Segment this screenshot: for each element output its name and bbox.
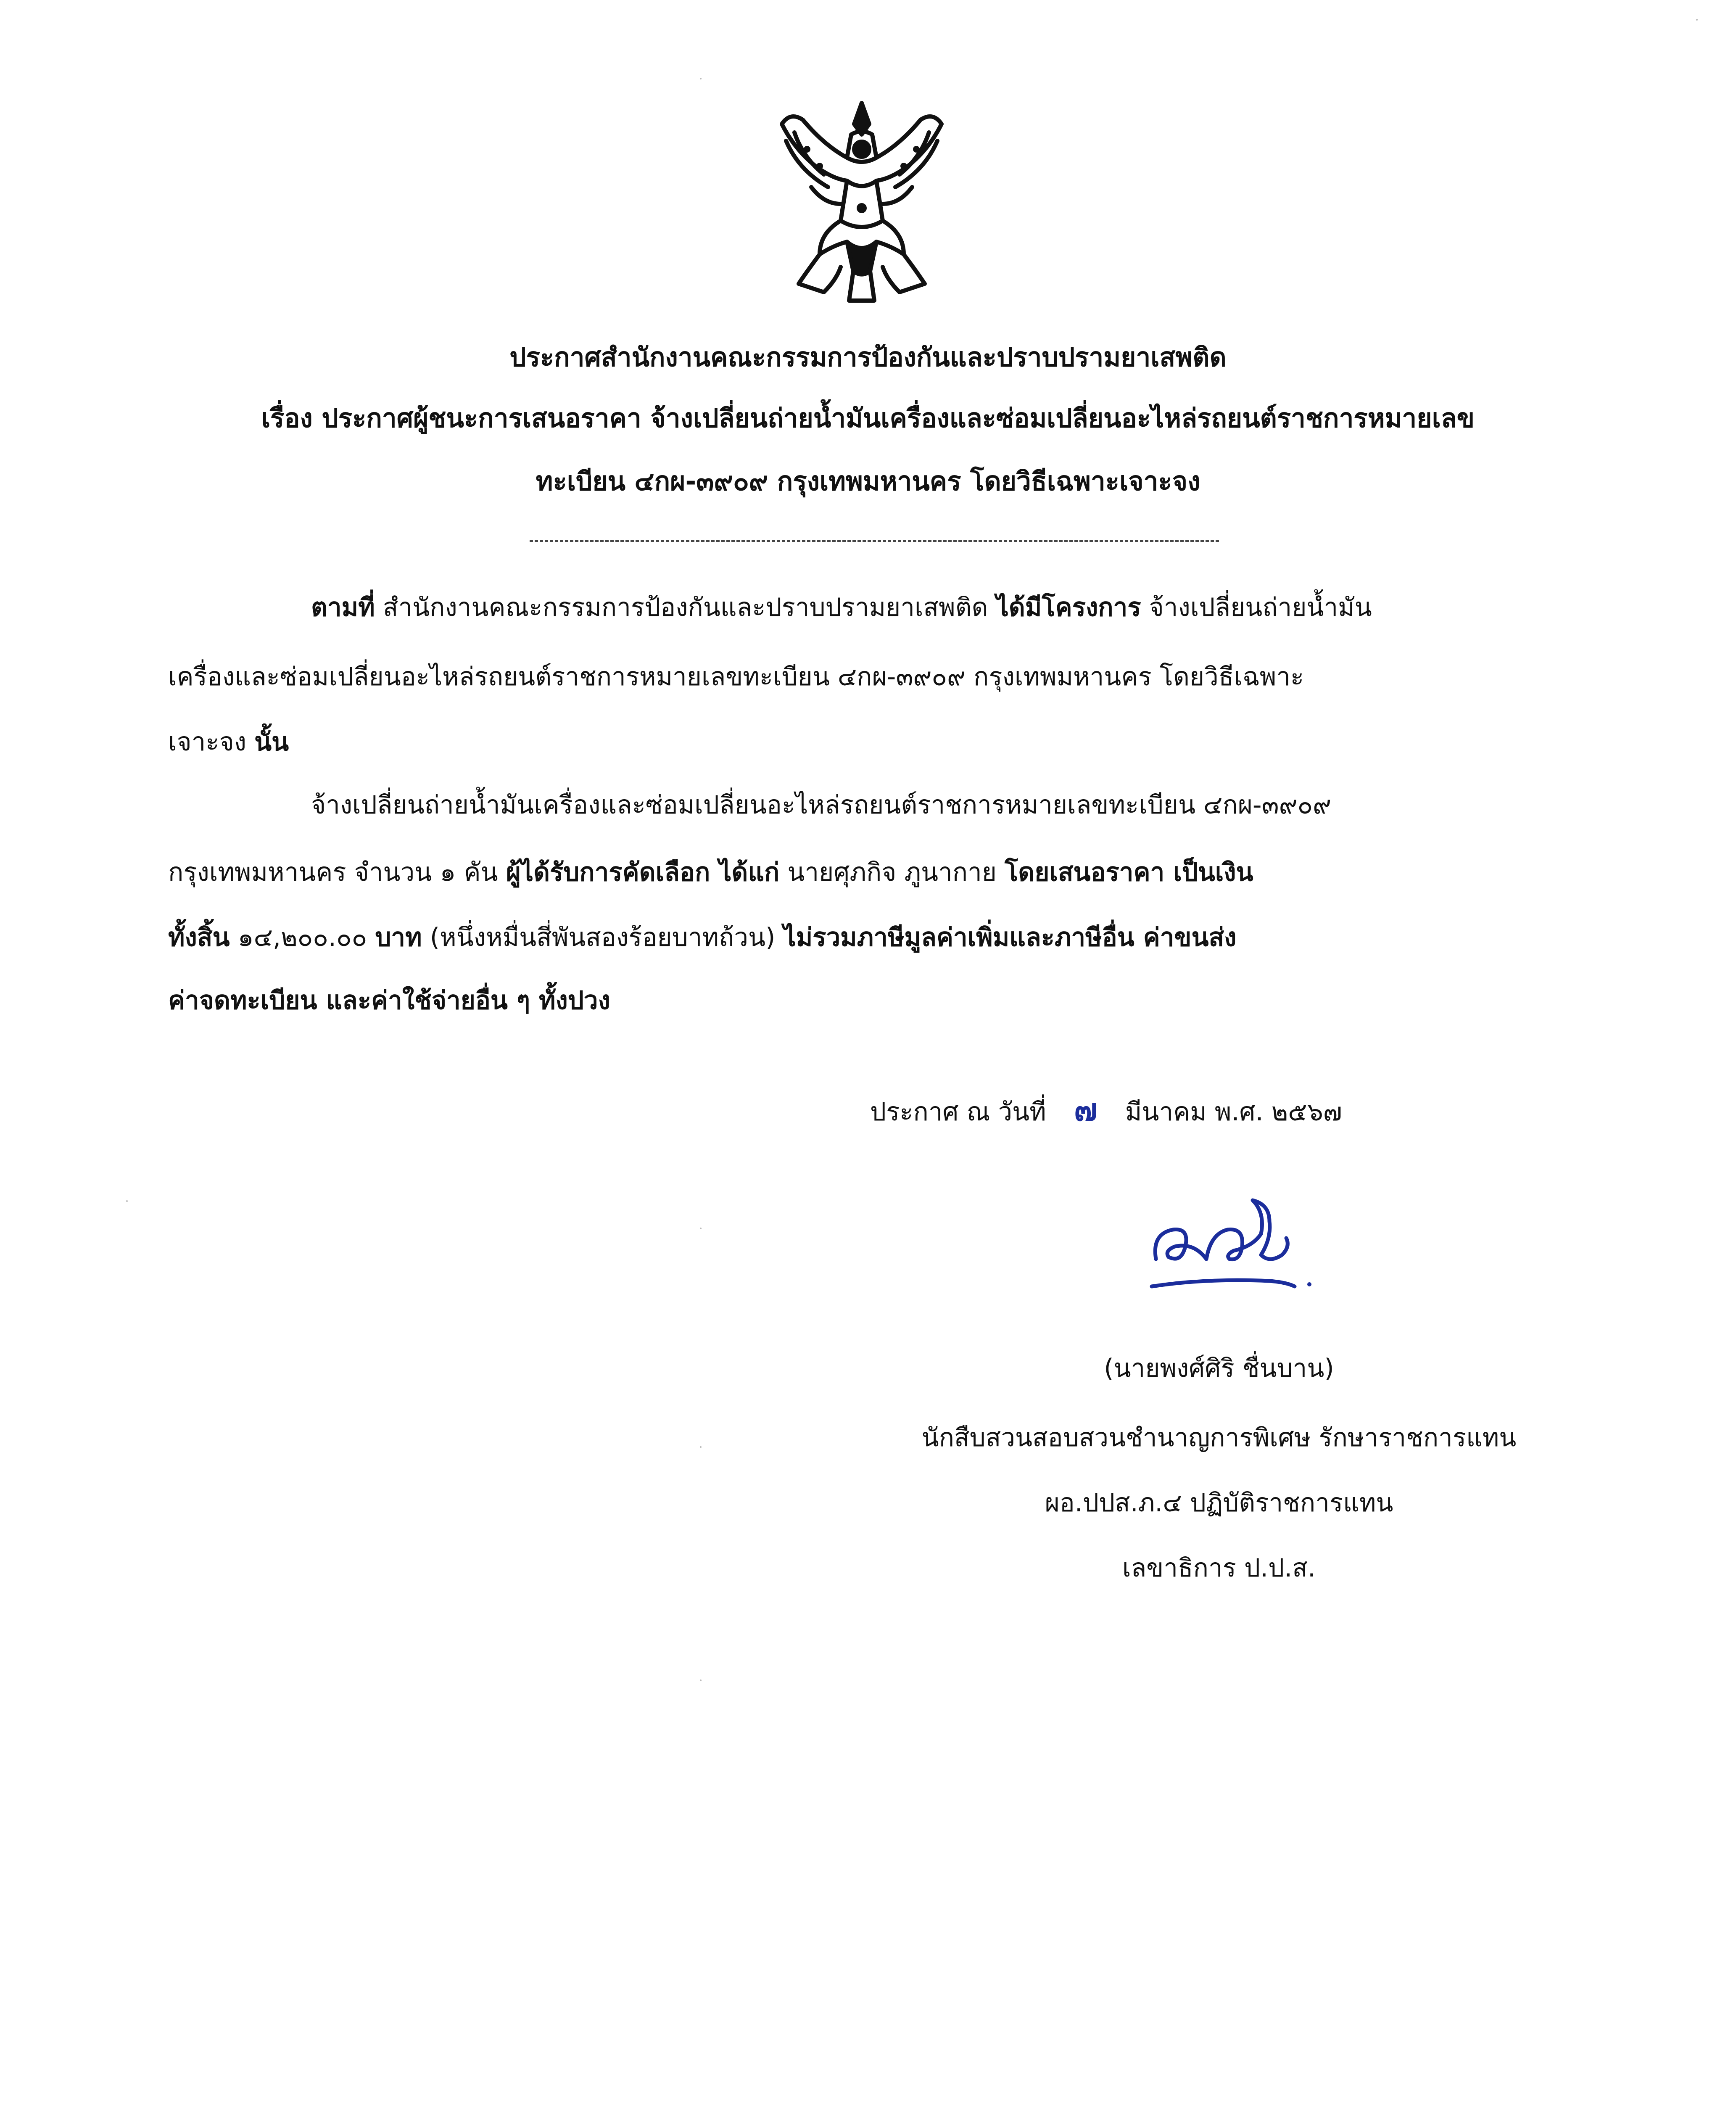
p2-selected-label: ผู้ได้รับการคัดเลือก ได้แก่ <box>506 858 780 887</box>
date-prefix: ประกาศ ณ วันที่ <box>870 1097 1046 1127</box>
paragraph-1-line-2: เครื่องและซ่อมเปลี่ยนอะไหล่รถยนต์ราชการหมายเลขทะเบียน ๔กผ-๓๙๐๙ กรุงเทพมหานคร โดยวิธีเฉพาะ <box>168 662 1304 692</box>
p2-total-label: ทั้งสิ้น <box>168 923 230 952</box>
subject-text: จ้างเปลี่ยนถ่ายน้ำมันเครื่องและซ่อมเปลี่ยนอะไหล่รถยนต์ราชการหมายเลข <box>650 403 1475 433</box>
paragraph-2-line-3 <box>168 919 1555 956</box>
date-month-year: มีนาคม พ.ศ. ๒๕๖๗ <box>1125 1097 1342 1127</box>
signer-position-1: นักสืบสวนสอบสวนชำนาญการพิเศษ รักษาราชการแทน <box>921 1423 1517 1452</box>
paragraph-2-line-2 <box>168 853 1555 891</box>
p2-amount-words: (หนึ่งหมื่นสี่พันสองร้อยบาทถ้วน) <box>430 923 776 952</box>
separator-line <box>530 540 1219 542</box>
p1-lead: ตามที่ <box>311 593 375 622</box>
paragraph-2-line-4: ค่าจดทะเบียน และค่าใช้จ่ายอื่น ๆ ทั้งปวง <box>168 986 610 1015</box>
p1-line3-text: เจาะจง <box>168 727 247 757</box>
p2-offer-label: โดยเสนอราคา เป็นเงิน <box>1005 858 1253 887</box>
scan-speck <box>700 1679 702 1681</box>
subject-label: เรื่อง ประกาศผู้ชนะการเสนอราคา <box>261 403 641 433</box>
garuda-emblem-icon <box>757 95 967 313</box>
signer-position-2: ผอ.ปปส.ภ.๔ ปฏิบัติราชการแทน <box>1045 1488 1393 1518</box>
p2-currency: บาท <box>375 923 422 952</box>
signer-position-3: เลขาธิการ ป.ป.ส. <box>1122 1553 1316 1583</box>
p2-exclusions: ไม่รวมภาษีมูลค่าเพิ่มและภาษีอื่น ค่าขนส่ง <box>783 923 1237 952</box>
p2-winner-name: นายศุภกิจ ภูนากาย <box>787 858 997 887</box>
subject-line-3: ทะเบียน ๔กผ-๓๙๐๙ กรุงเทพมหานคร โดยวิธีเฉพาะเจาะจง <box>536 466 1200 496</box>
scan-speck <box>700 78 702 79</box>
paragraph-2-line-1: จ้างเปลี่ยนถ่ายน้ำมันเครื่องและซ่อมเปลี่ยนอะไหล่รถยนต์ราชการหมายเลขทะเบียน ๔กผ-๓๙๐๙ <box>311 790 1332 820</box>
p1-project: จ้างเปลี่ยนถ่ายน้ำมัน <box>1149 593 1372 622</box>
document-heading: ประกาศสำนักงานคณะกรรมการป้องกันและปราบปรามยาเสพติด <box>509 342 1227 372</box>
scan-speck <box>700 1228 702 1229</box>
p1-agency: สำนักงานคณะกรรมการป้องกันและปราบปรามยาเสพติด <box>383 593 988 622</box>
signer-name: (นายพงศ์ศิริ ชื่นบาน) <box>1104 1354 1334 1383</box>
scan-speck <box>700 1446 702 1448</box>
date-day: ๗ <box>1074 1092 1098 1128</box>
p1-project-label: ได้มีโครงการ <box>996 593 1141 622</box>
p2-location: กรุงเทพมหานคร จำนวน ๑ คัน <box>168 858 498 887</box>
paragraph-1-line-1 <box>311 589 1698 626</box>
p1-line3-end: นั้น <box>254 727 289 757</box>
scan-speck <box>1696 19 1698 21</box>
p2-amount: ๑๔,๒๐๐.๐๐ <box>237 923 367 952</box>
handwritten-signature-icon <box>1143 1183 1320 1305</box>
scan-speck <box>126 1200 128 1202</box>
document-subject <box>126 399 1610 437</box>
announcement-date <box>870 1091 1342 1131</box>
paragraph-1-line-3 <box>168 723 1555 761</box>
